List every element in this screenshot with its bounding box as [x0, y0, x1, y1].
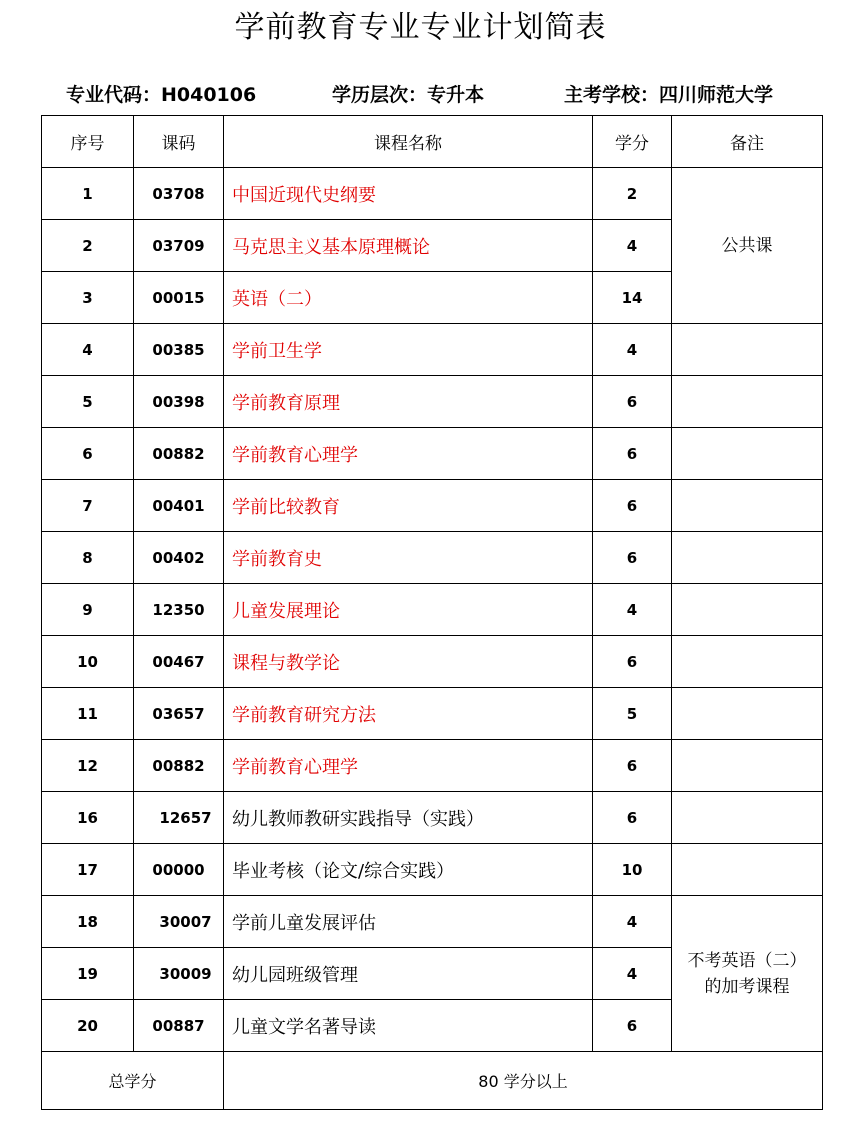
row-course-name: 学前比较教育	[224, 480, 593, 532]
row-note	[672, 428, 823, 480]
table-row	[42, 480, 823, 532]
row-no: 6	[42, 428, 134, 480]
row-credit: 6	[593, 480, 672, 532]
table-row	[42, 584, 823, 636]
row-code: 30007	[134, 896, 224, 948]
row-course-name: 学前儿童发展评估	[224, 896, 593, 948]
note-extra-line1: 不考英语（二）	[687, 950, 807, 971]
row-code: 00398	[134, 376, 224, 428]
table-row	[42, 376, 823, 428]
row-code: 00015	[134, 272, 224, 324]
major-code: 专业代码：H040106	[66, 84, 257, 106]
column-header-code: 课码	[134, 116, 224, 168]
row-course-name: 英语（二）	[224, 272, 593, 324]
row-course-name: 学前教育心理学	[224, 428, 593, 480]
total-value: 80 学分以上	[224, 1052, 823, 1110]
row-code: 03657	[134, 688, 224, 740]
table-header-row	[42, 116, 823, 168]
row-credit: 5	[593, 688, 672, 740]
row-no: 12	[42, 740, 134, 792]
row-no: 5	[42, 376, 134, 428]
info-bar	[0, 80, 841, 110]
table-row	[42, 428, 823, 480]
row-course-name: 毕业考核（论文/综合实践）	[224, 844, 593, 896]
row-credit: 6	[593, 1000, 672, 1052]
row-code: 00887	[134, 1000, 224, 1052]
row-code: 03709	[134, 220, 224, 272]
total-row	[42, 1052, 823, 1110]
row-no: 3	[42, 272, 134, 324]
row-note	[672, 740, 823, 792]
column-header-no: 序号	[42, 116, 134, 168]
row-note	[672, 480, 823, 532]
row-note	[672, 376, 823, 428]
total-label: 总学分	[42, 1052, 224, 1110]
row-course-name: 幼儿教师教研实践指导（实践）	[224, 792, 593, 844]
row-no: 10	[42, 636, 134, 688]
row-credit: 6	[593, 376, 672, 428]
row-no: 11	[42, 688, 134, 740]
row-no: 18	[42, 896, 134, 948]
row-credit: 6	[593, 428, 672, 480]
row-note	[672, 532, 823, 584]
row-credit: 4	[593, 220, 672, 272]
row-no: 17	[42, 844, 134, 896]
row-note	[672, 792, 823, 844]
row-note	[672, 636, 823, 688]
row-course-name: 学前教育史	[224, 532, 593, 584]
row-code: 00385	[134, 324, 224, 376]
row-code: 00467	[134, 636, 224, 688]
row-code: 03708	[134, 168, 224, 220]
row-no: 19	[42, 948, 134, 1000]
table-row	[42, 844, 823, 896]
examining-school: 主考学校：四川师范大学	[564, 84, 774, 106]
note-public-course: 公共课	[672, 168, 823, 324]
row-code: 30009	[134, 948, 224, 1000]
table-row	[42, 636, 823, 688]
course-plan-table	[41, 115, 823, 1110]
table-row	[42, 688, 823, 740]
row-course-name: 儿童发展理论	[224, 584, 593, 636]
row-no: 16	[42, 792, 134, 844]
row-course-name: 中国近现代史纲要	[224, 168, 593, 220]
row-credit: 4	[593, 948, 672, 1000]
row-course-name: 马克思主义基本原理概论	[224, 220, 593, 272]
row-credit: 14	[593, 272, 672, 324]
row-code: 12657	[134, 792, 224, 844]
row-credit: 4	[593, 584, 672, 636]
row-credit: 6	[593, 532, 672, 584]
row-no: 7	[42, 480, 134, 532]
table-row	[42, 896, 823, 948]
row-note	[672, 584, 823, 636]
education-level: 学历层次：专升本	[332, 84, 485, 106]
column-header-name: 课程名称	[224, 116, 593, 168]
row-no: 8	[42, 532, 134, 584]
row-course-name: 幼儿园班级管理	[224, 948, 593, 1000]
row-course-name: 课程与教学论	[224, 636, 593, 688]
row-no: 4	[42, 324, 134, 376]
table-row	[42, 532, 823, 584]
row-no: 20	[42, 1000, 134, 1052]
row-course-name: 学前教育心理学	[224, 740, 593, 792]
column-header-credit: 学分	[593, 116, 672, 168]
row-credit: 4	[593, 324, 672, 376]
row-course-name: 学前教育研究方法	[224, 688, 593, 740]
row-credit: 10	[593, 844, 672, 896]
column-header-note: 备注	[672, 116, 823, 168]
note-extra-line2: 的加考课程	[704, 976, 790, 997]
row-code: 00402	[134, 532, 224, 584]
row-note	[672, 844, 823, 896]
row-credit: 6	[593, 740, 672, 792]
table-row	[42, 168, 823, 220]
row-code: 00882	[134, 740, 224, 792]
note-extra-courses	[672, 896, 823, 1052]
row-code: 00882	[134, 428, 224, 480]
row-course-name: 学前教育原理	[224, 376, 593, 428]
table-row	[42, 740, 823, 792]
row-note	[672, 688, 823, 740]
row-code: 00000	[134, 844, 224, 896]
row-no: 9	[42, 584, 134, 636]
row-course-name: 学前卫生学	[224, 324, 593, 376]
row-credit: 2	[593, 168, 672, 220]
row-course-name: 儿童文学名著导读	[224, 1000, 593, 1052]
row-no: 1	[42, 168, 134, 220]
row-no: 2	[42, 220, 134, 272]
row-credit: 6	[593, 636, 672, 688]
row-note	[672, 324, 823, 376]
row-code: 12350	[134, 584, 224, 636]
table-row	[42, 792, 823, 844]
row-code: 00401	[134, 480, 224, 532]
table-row	[42, 324, 823, 376]
row-credit: 4	[593, 896, 672, 948]
row-credit: 6	[593, 792, 672, 844]
page-title: 学前教育专业专业计划简表	[234, 10, 607, 45]
